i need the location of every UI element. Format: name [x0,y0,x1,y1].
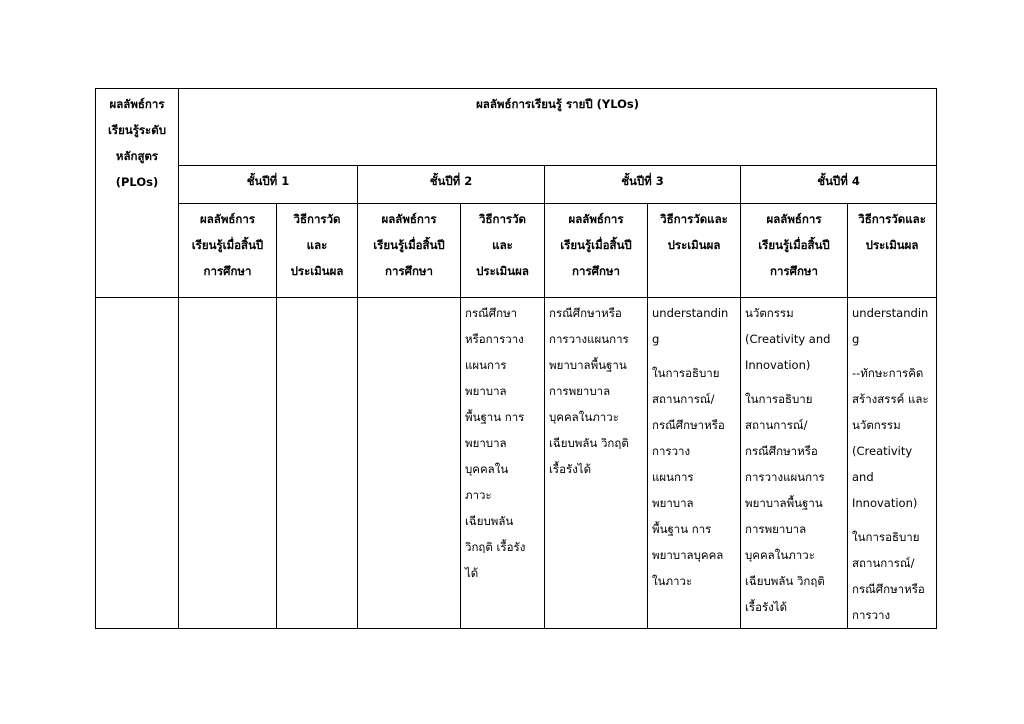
cell-text-line: กรณีศึกษาหรือ [852,582,925,596]
cell-text-line: พื้นฐาน การ [652,522,712,536]
cell-text-line: (Creativity [852,444,913,458]
cell-text-line: การศึกษา [385,264,433,278]
cell-text-line: พยาบาล [652,496,694,510]
cell-text-line: (PLOs) [115,175,159,189]
cell-text-line: หรือการวาง [465,332,524,346]
year-4-header: ชั้นปีที่ 4 [741,166,937,204]
cell-text-line: พยาบาลพื้นฐาน [549,358,627,372]
cell-text-line: นวัตกรรม [745,306,794,320]
cell-text-line: การพยาบาล [745,522,807,536]
cell-text-line: วิธีการวัดและ [660,212,728,226]
year-3-measure-cell [648,298,741,629]
cell-text-line: Innovation) [745,358,811,372]
cell-text-line: แผนการ [465,358,507,372]
cell-text-line: ในการอธิบาย [745,392,813,406]
cell-text-line: ในการอธิบาย [652,366,720,380]
cell-text-line: กรณีศึกษา [465,306,518,320]
year-3-measure-header [648,204,741,298]
cell-text-line: เฉียบพลัน [465,514,514,528]
cell-text-line: understandin [652,306,729,320]
year-1-outcome-header [179,204,277,298]
cell-text-line: สถานการณ์/ [652,392,715,406]
cell-text-line: เฉียบพลัน วิกฤติ [549,436,629,450]
cell-text-line: เรื้อรังได้ [745,600,788,614]
cell-text-line: การศึกษา [572,264,620,278]
cell-text-line: เรียนรู้เมื่อสิ้นปี [191,238,264,252]
cell-text-line: ผลลัพธ์การ [381,212,437,226]
ylo-header-cell [179,89,937,166]
cell-text-line: วิธีการวัด [479,212,526,226]
ylo-header: ผลลัพธ์การเรียนรู้ รายปี (YLOs) [476,97,640,111]
cell-text-line: วิธีการวัดและ [858,212,926,226]
cell-text-line: Innovation) [852,496,918,510]
cell-text-line: นวัตกรรม [852,418,901,432]
cell-text-line: การพยาบาล [549,384,611,398]
cell-text-line: กรณีศึกษาหรือ [549,306,622,320]
cell-text-line: เรียนรู้เมื่อสิ้นปี [373,238,445,252]
cell-text-line: ในการอธิบาย [852,530,920,544]
cell-text-line: ผลลัพธ์การ [109,97,165,111]
cell-text-line: การวาง [852,608,891,622]
cell-text-line: พยาบาลพื้นฐาน [745,496,823,510]
cell-text-line: เรื้อรังได้ [549,462,592,476]
cell-text-line: --ทักษะการคิด [852,366,924,380]
cell-text-line: ประเมินผล [865,238,919,252]
year-4-measure-cell [848,298,937,629]
cell-text-line: พื้นฐาน การ [465,410,525,424]
cell-text-line: การวางแผนการ [549,332,629,346]
cell-text-line: กรณีศึกษาหรือ [745,444,818,458]
cell-text-line: ได้ [465,566,479,580]
plo-header-cell [96,89,179,298]
cell-text-line: g [652,332,660,346]
cell-text-line: และ [306,238,328,252]
cell-text-line: วิกฤติ เรื้อรัง [465,540,526,554]
cell-text-line: เรียนรู้เมื่อสิ้นปี [560,238,632,252]
cell-text-line: กรณีศึกษาหรือ [652,418,725,432]
cell-text-line: และ [492,238,513,252]
cell-text-line: พยาบาลบุคคล [652,548,724,562]
cell-text-line: (Creativity and [745,332,831,346]
cell-text-line: สถานการณ์/ [852,556,915,570]
cell-text-line: สร้างสรรค์ และ [852,392,929,406]
cell-text-line: การวางแผนการ [745,470,825,484]
cell-text-line: ภาวะ [465,488,492,502]
ylo-table [95,88,937,629]
cell-text-line: การศึกษา [770,264,818,278]
cell-text-line: แผนการ [652,470,694,484]
cell-text-line: and [852,470,874,484]
cell-text-line: เรียนรู้ระดับ [107,123,166,137]
cell-text-line: g [852,332,860,346]
year-1-measure-header [277,204,358,298]
cell-text-line: วิธีการวัด [293,212,341,226]
cell-text-line: ประเมินผล [476,264,529,278]
cell-text-line: ผลลัพธ์การ [766,212,822,226]
year-4-measure-header [848,204,937,298]
year-2-measure-cell [461,298,545,629]
cell-text-line: การวาง [652,444,691,458]
cell-text-line: หลักสูตร [115,149,159,163]
year-1-outcome-cell [179,298,277,629]
cell-text-line: เฉียบพลัน วิกฤติ [745,574,825,588]
cell-text-line: ผลลัพธ์การ [199,212,256,226]
year-3-outcome-header [545,204,648,298]
year-1-header: ชั้นปีที่ 1 [179,166,358,204]
year-1-measure-cell [277,298,358,629]
cell-text-line: พยาบาล [465,384,507,398]
cell-text-line: understandin [852,306,929,320]
cell-text-line: ผลลัพธ์การ [568,212,624,226]
year-3-outcome-cell [545,298,648,629]
cell-text-line: ประเมินผล [667,238,721,252]
plo-header [96,91,178,195]
cell-text-line: บุคคลในภาวะ [549,410,619,424]
year-4-outcome-header [741,204,848,298]
cell-text-line: การศึกษา [203,264,252,278]
cell-text-line: บุคคลในภาวะ [745,548,815,562]
year-2-measure-header [461,204,545,298]
cell-text-line: บุคคลใน [465,462,509,476]
plo-body-cell [96,298,179,629]
cell-text-line: พยาบาล [465,436,507,450]
year-2-outcome-cell [358,298,461,629]
year-4-outcome-cell [741,298,848,629]
cell-text-line: ในภาวะ [652,574,693,588]
year-2-header: ชั้นปีที่ 2 [358,166,545,204]
cell-text-line: เรียนรู้เมื่อสิ้นปี [758,238,830,252]
year-3-header: ชั้นปีที่ 3 [545,166,741,204]
cell-text-line: สถานการณ์/ [745,418,808,432]
cell-text-line: ประเมินผล [290,264,344,278]
year-2-outcome-header [358,204,461,298]
